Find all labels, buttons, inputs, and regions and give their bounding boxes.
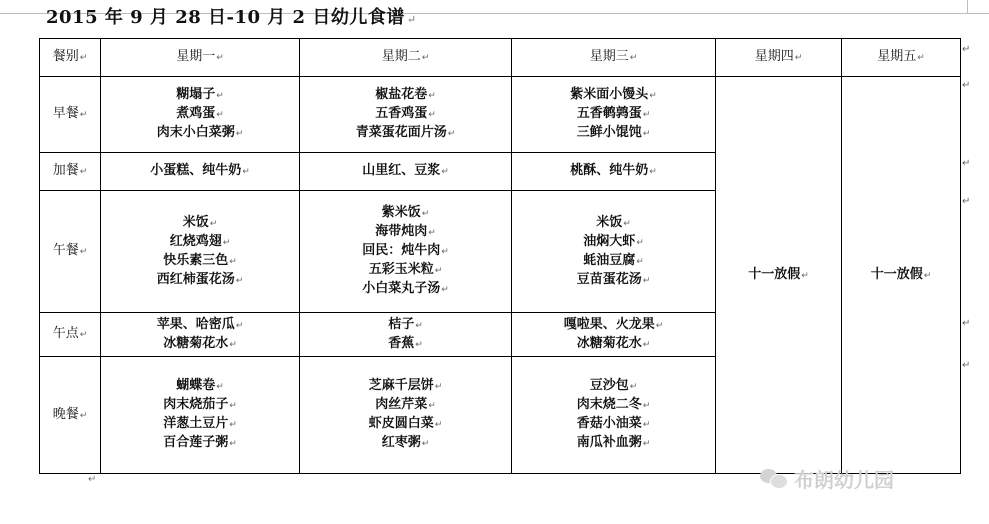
food-item: [101, 335, 299, 354]
food-item: [512, 271, 715, 290]
food-item: [300, 223, 511, 242]
food-item-text: 蝴蝶卷: [176, 378, 216, 393]
paragraph-mark-icon: ↵: [209, 218, 218, 229]
page-title-text: 2015 年 9 月 28 日-10 月 2 日幼儿食谱: [46, 7, 405, 28]
meal-type-cell: [40, 153, 101, 191]
paragraph-mark-icon: ↵: [441, 285, 449, 295]
food-item-text: 米饭: [182, 214, 209, 230]
header-label: 餐别: [52, 49, 79, 64]
holiday-cell-friday: [842, 77, 961, 474]
menu-cell-tuesday: [300, 77, 512, 153]
menu-cell-wednesday: [512, 153, 716, 191]
paragraph-mark-icon: ↵: [917, 53, 925, 63]
food-item-text: 香菇小油菜: [576, 416, 642, 431]
meal-type-cell: [40, 77, 101, 153]
paragraph-mark-icon: ↵: [79, 247, 88, 257]
food-item-text: 冰糖菊花水: [163, 335, 229, 351]
food-item-text: 苹果、哈密瓜: [156, 316, 235, 332]
food-item-text: 五香鹌鹑蛋: [576, 106, 642, 121]
food-item-text: 南瓜补血粥: [576, 435, 642, 450]
header-day: [101, 39, 300, 77]
food-item-text: 百合莲子粥: [163, 435, 229, 450]
food-item: [512, 396, 715, 415]
food-item: [101, 316, 299, 335]
header-label: 星期四: [754, 49, 794, 64]
paragraph-mark-icon: ↵: [636, 237, 644, 248]
paragraph-mark-icon: ↵: [229, 420, 237, 430]
meal-type-label: 加餐: [52, 163, 79, 178]
food-item-text: 紫米饭: [381, 205, 421, 220]
food-item: [300, 124, 511, 143]
paragraph-mark-icon: ↵: [415, 320, 423, 331]
paragraph-mark-icon: ↵: [421, 439, 430, 449]
food-item: [300, 242, 511, 261]
paragraph-mark-icon: ↵: [229, 401, 237, 411]
food-item-text: 豆苗蛋花汤: [576, 271, 642, 287]
food-item: [512, 214, 715, 233]
paragraph-mark-icon: ↵: [649, 91, 657, 101]
row-end-mark-icon: ↵: [962, 158, 971, 169]
menu-cell-tuesday: [300, 313, 512, 357]
watermark-text: 布朗幼儿园: [794, 467, 894, 492]
food-item: [101, 233, 299, 252]
header-label: 星期五: [877, 49, 917, 64]
food-item-text: 虾皮圆白菜: [368, 416, 434, 431]
food-item-text: 五彩玉米粒: [368, 262, 434, 277]
paragraph-mark-icon: ↵: [229, 439, 237, 449]
paragraph-mark-icon: ↵: [434, 382, 443, 392]
header-day: [842, 39, 961, 77]
food-item-text: 西红柿蛋花汤: [156, 271, 235, 287]
paragraph-mark-icon: ↵: [441, 247, 449, 257]
menu-cell-tuesday: [300, 191, 512, 313]
food-item: [300, 162, 511, 181]
food-item: [512, 377, 715, 396]
paragraph-mark-icon: ↵: [629, 382, 638, 392]
meal-type-label: 早餐: [52, 106, 79, 121]
food-item: [300, 86, 511, 105]
paragraph-mark-icon: ↵: [229, 256, 237, 267]
paragraph-mark-icon: ↵: [216, 53, 224, 63]
paragraph-mark-icon: ↵: [649, 167, 657, 177]
food-item-text: 山里红、豆浆: [362, 163, 441, 178]
food-item-text: 肉末烧二冬: [576, 397, 642, 412]
food-item-text: 蚝油豆腐: [583, 252, 636, 268]
paragraph-mark-icon: ↵: [79, 110, 88, 120]
meal-type-label: 午餐: [52, 243, 79, 258]
menu-cell-wednesday: [512, 313, 716, 357]
food-item-text: 小蛋糕、纯牛奶: [150, 163, 242, 178]
food-item: [300, 415, 511, 434]
header-label: 星期二: [381, 49, 421, 64]
menu-cell-monday: [101, 191, 300, 313]
food-item: [512, 434, 715, 453]
food-item-text: 嘎啦果、火龙果: [563, 316, 655, 332]
meal-type-cell: [40, 357, 101, 474]
paragraph-mark-icon: ↵: [216, 110, 224, 120]
paragraph-mark-icon: ↵: [216, 91, 224, 101]
food-item: [101, 214, 299, 233]
food-item-text: 五香鸡蛋: [375, 106, 428, 121]
paragraph-mark-icon: ↵: [415, 339, 423, 350]
food-item: [300, 204, 511, 223]
food-item-text: 回民：炖牛肉: [362, 243, 441, 258]
meal-type-cell: [40, 191, 101, 313]
row-end-mark-icon: ↵: [962, 44, 971, 55]
paragraph-mark-icon: ↵: [406, 13, 417, 26]
holiday-label: 十一放假: [748, 266, 801, 282]
paragraph-mark-icon: ↵: [79, 330, 88, 340]
food-item-text: 香蕉: [388, 335, 415, 351]
row-end-mark-icon: ↵: [962, 80, 971, 91]
menu-cell-tuesday: [300, 153, 512, 191]
paragraph-mark-icon: ↵: [629, 53, 638, 63]
menu-cell-wednesday: [512, 77, 716, 153]
food-item: [512, 316, 715, 335]
food-item-text: 红枣粥: [381, 435, 421, 450]
menu-cell-monday: [101, 153, 300, 191]
menu-cell-wednesday: [512, 357, 716, 474]
paragraph-mark-icon: ↵: [447, 129, 456, 139]
paragraph-mark-icon: ↵: [642, 110, 651, 120]
watermark: [760, 463, 894, 493]
food-item: [300, 316, 511, 335]
menu-cell-monday: [101, 313, 300, 357]
meal-type-label: 午点: [52, 326, 79, 341]
paragraph-mark-icon: ↵: [235, 129, 244, 139]
paragraph-mark-icon: ↵: [216, 382, 224, 392]
food-item-text: 快乐素三色: [163, 252, 229, 268]
meal-row: [40, 77, 961, 153]
food-item: [101, 377, 299, 396]
menu-cell-tuesday: [300, 357, 512, 474]
paragraph-mark-icon: ↵: [88, 474, 97, 485]
header-day: [300, 39, 512, 77]
paragraph-mark-icon: ↵: [79, 53, 88, 63]
paragraph-mark-icon: ↵: [642, 129, 651, 139]
food-item-text: 小白菜丸子汤: [362, 281, 441, 296]
paragraph-mark-icon: ↵: [428, 401, 436, 411]
food-item: [101, 162, 299, 181]
holiday-label: 十一放假: [870, 266, 923, 282]
food-item-text: 紫米面小馒头: [570, 87, 649, 102]
food-item: [300, 377, 511, 396]
food-item-text: 糊塌子: [176, 87, 216, 102]
page-title: [46, 3, 417, 29]
paragraph-mark-icon: ↵: [229, 339, 237, 350]
menu-cell-monday: [101, 77, 300, 153]
food-item: [512, 105, 715, 124]
food-item: [300, 434, 511, 453]
menu-cell-wednesday: [512, 191, 716, 313]
food-item: [300, 261, 511, 280]
food-item-text: 青菜蛋花面片汤: [355, 125, 447, 140]
food-item-text: 肉末小白菜粥: [156, 125, 235, 140]
paragraph-mark-icon: ↵: [428, 110, 436, 120]
paragraph-mark-icon: ↵: [655, 320, 664, 331]
paragraph-mark-icon: ↵: [434, 266, 443, 276]
food-item: [512, 124, 715, 143]
food-item: [300, 105, 511, 124]
food-item: [101, 86, 299, 105]
paragraph-mark-icon: ↵: [642, 275, 651, 286]
paragraph-mark-icon: ↵: [923, 270, 932, 281]
food-item-text: 桔子: [388, 316, 415, 332]
food-item: [101, 124, 299, 143]
food-item: [101, 271, 299, 290]
food-item-text: 椒盐花卷: [375, 87, 428, 102]
paragraph-mark-icon: ↵: [623, 218, 631, 229]
food-item: [101, 105, 299, 124]
food-item-text: 米饭: [596, 214, 623, 230]
paragraph-mark-icon: ↵: [441, 167, 449, 177]
paragraph-mark-icon: ↵: [421, 209, 430, 219]
food-item-text: 肉丝芹菜: [375, 397, 428, 412]
food-item-text: 海带炖肉: [375, 224, 428, 239]
food-item: [512, 162, 715, 181]
paragraph-mark-icon: ↵: [801, 270, 809, 281]
paragraph-mark-icon: ↵: [642, 439, 651, 449]
wechat-bubbles-icon: [760, 467, 788, 489]
row-end-mark-icon: ↵: [962, 196, 971, 207]
paragraph-mark-icon: ↵: [642, 339, 651, 350]
row-end-mark-icon: ↵: [962, 360, 971, 371]
food-item-text: 芝麻千层饼: [368, 378, 434, 393]
food-item-text: 冰糖菊花水: [576, 335, 642, 351]
food-item-text: 豆沙包: [589, 378, 629, 393]
food-item: [512, 252, 715, 271]
paragraph-mark-icon: ↵: [434, 420, 443, 430]
paragraph-mark-icon: ↵: [642, 420, 651, 430]
menu-cell-monday: [101, 357, 300, 474]
food-item: [512, 335, 715, 354]
food-item: [512, 233, 715, 252]
food-item: [300, 280, 511, 299]
food-item-text: 三鲜小馄饨: [576, 125, 642, 140]
page-corner-line-vertical: [967, 0, 968, 13]
header-label: 星期一: [176, 49, 216, 64]
food-item: [512, 415, 715, 434]
paragraph-mark-icon: ↵: [235, 320, 244, 331]
paragraph-mark-icon: ↵: [235, 275, 244, 286]
header-label: 星期三: [589, 49, 629, 64]
header-day: [716, 39, 842, 77]
meal-type-cell: [40, 313, 101, 357]
header-row: [40, 39, 961, 77]
paragraph-mark-icon: ↵: [428, 228, 436, 238]
food-item: [101, 415, 299, 434]
food-item: [300, 396, 511, 415]
paragraph-mark-icon: ↵: [421, 53, 430, 63]
holiday-cell-thursday: [716, 77, 842, 474]
food-item-text: 桃酥、纯牛奶: [570, 163, 649, 178]
food-item-text: 煮鸡蛋: [176, 106, 216, 121]
paragraph-mark-icon: ↵: [636, 256, 644, 267]
paragraph-mark-icon: ↵: [642, 401, 651, 411]
paragraph-mark-icon: ↵: [222, 237, 231, 248]
header-day: [512, 39, 716, 77]
food-item-text: 油焖大虾: [583, 233, 636, 249]
row-end-mark-icon: ↵: [962, 318, 971, 329]
header-meal-type: [40, 39, 101, 77]
paragraph-mark-icon: ↵: [428, 91, 436, 101]
paragraph-mark-icon: ↵: [794, 53, 803, 63]
food-item: [101, 396, 299, 415]
food-item-text: 肉末烧茄子: [163, 397, 229, 412]
food-item-text: 洋葱土豆片: [163, 416, 229, 431]
food-item-text: 红烧鸡翅: [169, 233, 222, 249]
food-item: [300, 335, 511, 354]
menu-table: [39, 38, 961, 474]
food-item: [512, 86, 715, 105]
food-item: [101, 434, 299, 453]
paragraph-mark-icon: ↵: [242, 167, 250, 177]
paragraph-mark-icon: ↵: [79, 410, 88, 421]
paragraph-mark-icon: ↵: [79, 167, 88, 177]
meal-type-label: 晚餐: [52, 406, 79, 422]
food-item: [101, 252, 299, 271]
